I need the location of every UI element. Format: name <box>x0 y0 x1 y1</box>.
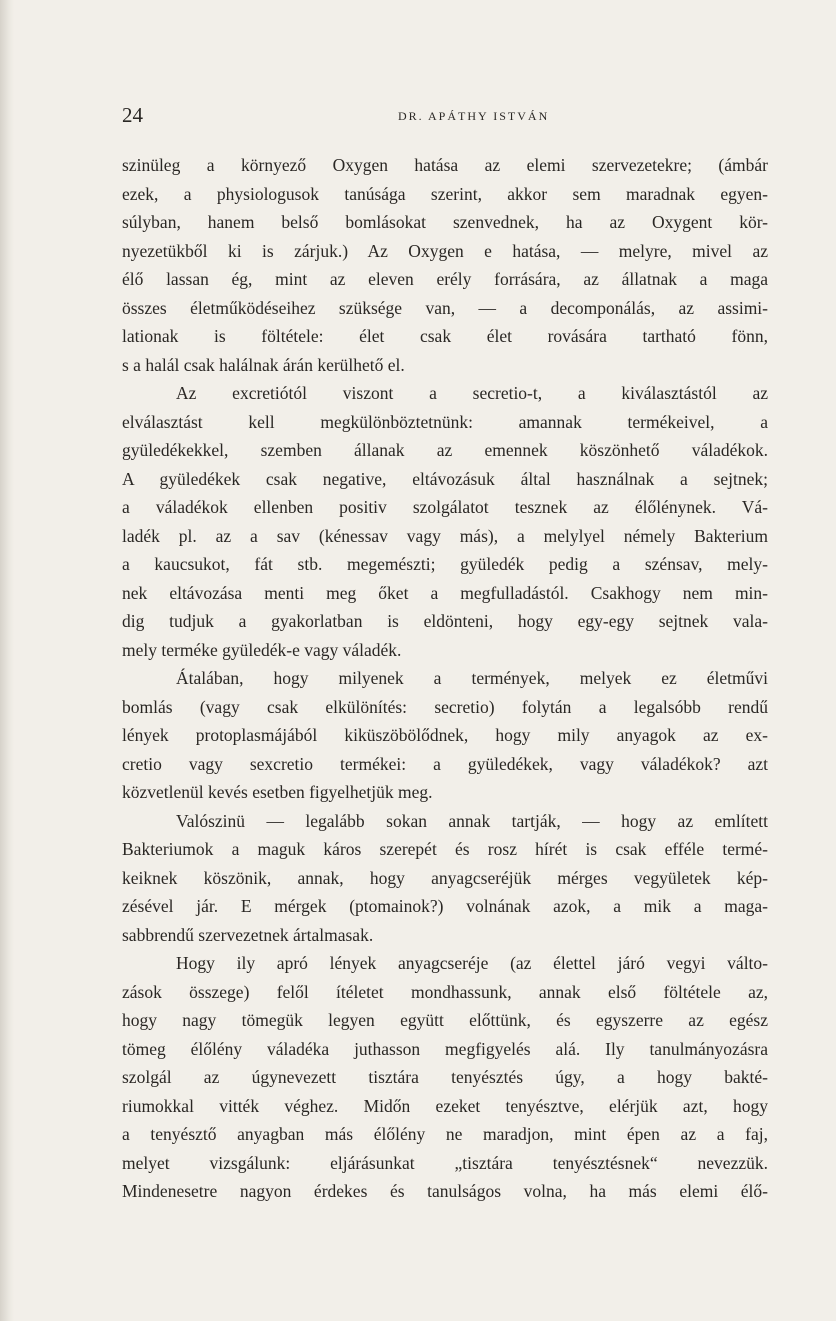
text-line: sabbrendű szervezetnek ártalmasak. <box>122 924 374 945</box>
text-line: ezek, a physiologusok tanúsága szerint, akkor sem maradnak egyen- <box>122 183 768 204</box>
text-line: elválasztást kell megkülönböztetnünk: amannak termékeivel, a <box>122 411 768 432</box>
text-line: hogy nagy tömegük legyen együtt előttünk, és egyszerre az egész <box>122 1010 768 1030</box>
text-line: bomlás (vagy csak elkülönítés: secretio) folytán a legalsóbb rendű <box>122 696 768 717</box>
text-line: zésével jár. E mérgek (ptomainok?) volnának azok, a mik a maga- <box>122 896 768 916</box>
text-line: összes életműködéseihez szüksége van, — a decomponálás, az assimi- <box>122 297 768 318</box>
text-line: súlyban, hanem belső bomlásokat szenvednek, ha az Oxygent kör- <box>122 212 768 232</box>
text-line: s a halál csak halálnak árán kerülhető el. <box>122 354 405 375</box>
text-line: riumokkal vitték véghez. Midőn ezeket tenyésztve, elérjük azt, hogy <box>122 1095 768 1116</box>
text-line: keiknek köszönik, annak, hogy anyagcseréjük mérges vegyületek kép- <box>122 867 768 888</box>
text-line: Mindenesetre nagyon érdekes és tanulságos volna, ha más elemi élő- <box>122 1181 768 1201</box>
page-number: 24 <box>122 103 143 127</box>
text-line: A gyüledékek csak negative, eltávozásuk által használnak a sejtnek; <box>122 468 768 489</box>
text-line: nyezetükből ki is zárjuk.) Az Oxygen e hatása, — melyre, mivel az <box>122 240 768 261</box>
text-line: lények protoplasmájából kiküszöbölődnek, hogy mily anyagok az ex- <box>122 725 768 745</box>
text-line: dig tudjuk a gyakorlatban is eldönteni, hogy egy-egy sejtnek vala- <box>122 611 768 631</box>
text-line: élő lassan ég, mint az eleven erély forrására, az állatnak a maga <box>122 269 768 289</box>
text-line: Bakteriumok a maguk káros szerepét és rosz hírét is csak efféle termé- <box>122 839 768 859</box>
page-header <box>122 103 768 127</box>
text-line: szolgál az úgynevezett tisztára tenyésztés úgy, a hogy bakté- <box>122 1067 768 1087</box>
text-line: lationak is föltétele: élet csak élet rovására tartható fönn, <box>122 326 768 346</box>
text-line: gyüledékekkel, szemben állanak az emennek köszönhető váladékok. <box>122 440 768 460</box>
text-line: Az excretiótól viszont a secretio-t, a kiválasztástól az <box>176 383 768 403</box>
text-line: szinüleg a környező Oxygen hatása az elemi szervezetekre; (ámbár <box>122 155 768 175</box>
page-gutter-edge <box>0 0 14 1321</box>
text-line: Átalában, hogy milyenek a termények, melyek ez életművi <box>176 668 768 688</box>
text-line: ladék pl. az a sav (kénessav vagy más), a melylyel némely Bakterium <box>122 525 768 546</box>
text-line: nek eltávozása menti meg őket a megfulladástól. Csakhogy nem min- <box>122 582 768 603</box>
body-text <box>122 151 768 1206</box>
text-line: zások összege) felől ítéletet mondhassunk, annak első föltétele az, <box>122 981 768 1002</box>
text-line: Valószinü — legalább sokan annak tartják, — hogy az említett <box>176 810 768 831</box>
text-line: tömeg élőlény váladéka juthasson megfigyelés alá. Ily tanulmányozásra <box>122 1038 768 1059</box>
text-line: a tenyésztő anyagban más élőlény ne maradjon, mint épen az a faj, <box>122 1124 768 1144</box>
running-head: DR. APÁTHY ISTVÁN <box>398 109 550 123</box>
text-line: cretio vagy sexcretio termékei: a gyüledékek, vagy váladékok? azt <box>122 753 768 774</box>
text-line: a kaucsukot, fát stb. megemészti; gyüledék pedig a szénsav, mely- <box>122 554 768 574</box>
text-line: mely terméke gyüledék-e vagy váladék. <box>122 639 402 660</box>
text-line: a váladékok ellenben positiv szolgálatot tesznek az élőlénynek. Vá- <box>122 497 768 517</box>
text-line: közvetlenül kevés esetben figyelhetjük meg. <box>122 782 433 802</box>
text-line: Hogy ily apró lények anyagcseréje (az élettel járó vegyi válto- <box>176 953 768 973</box>
text-line: melyet vizsgálunk: eljárásunkat „tisztára tenyésztésnek“ nevezzük. <box>122 1152 768 1173</box>
